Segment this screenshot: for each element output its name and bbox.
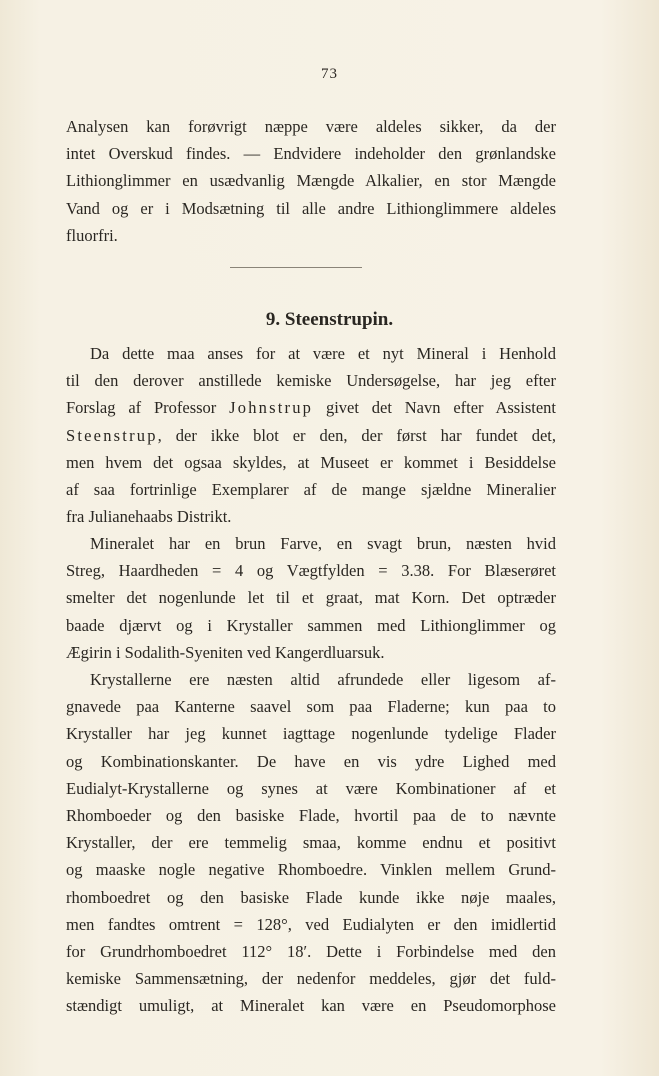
text-line: Vand og er i Modsætning til alle andre Lithionglimmere aldeles [66, 198, 556, 218]
text-line: og maaske nogle negative Rhomboedre. Vinklen mellem Grund- [66, 860, 556, 880]
text-line: Krystaller har jeg kunnet iagttage nogenlunde tydelige Flader [66, 724, 556, 744]
text-line: men hvem det ogsaa skyldes, at Museet er kommet i Besiddelse [66, 452, 556, 472]
text-line: Eudialyt-Krystallerne og synes at være Kombinationer af et [66, 778, 556, 798]
text-line: kemiske Sammensætning, der nedenfor meddeles, gjør det fuld- [66, 969, 556, 989]
text-line: Krystaller, der ere temmelig smaa, komme endnu et positivt [66, 833, 556, 853]
person-name-steenstrup: Steenstrup [66, 425, 158, 445]
paragraph-properties [66, 530, 556, 666]
text-line: baade djærvt og i Krystaller sammen med Lithionglimmer og [66, 615, 556, 635]
paragraph-crystals [66, 666, 556, 1019]
section-divider [230, 267, 362, 268]
text-line: Krystallerne ere næsten altid afrundede eller ligesom af- [90, 670, 556, 689]
text-line: smelter det nogenlunde let til et graat, mat Korn. Det optræder [66, 588, 556, 608]
text-line [66, 422, 556, 449]
text-line: Streg, Haardheden = 4 og Vægtfylden = 3.38. For Blæserøret [66, 561, 556, 581]
text-line: Da dette maa anses for at være et nyt Mineral i Henhold [90, 344, 556, 363]
text-line: intet Overskud findes. — Endvidere indeholder den grønlandske [66, 144, 556, 164]
text-line: stændigt umuligt, at Mineralet kan være en Pseudomorphose [66, 996, 556, 1016]
text-line: fra Julianehaabs Distrikt. [66, 507, 232, 527]
text-line [66, 394, 556, 421]
page-number: 73 [321, 66, 338, 82]
text-segment: givet det Navn efter Assistent [313, 398, 556, 418]
text-line: gnavede paa Kanterne saavel som paa Fladerne; kun paa to [66, 697, 556, 717]
paragraph-naming [66, 340, 556, 530]
text-line: men fandtes omtrent = 128°, ved Eudialyten er den imidlertid [66, 914, 556, 934]
text-line: fluorfri. [66, 225, 118, 245]
text-line: til den derover anstillede kemiske Undersøgelse, har jeg efter [66, 371, 556, 391]
text-line: Ægirin i Sodalith-Syeniten ved Kangerdluarsuk. [66, 642, 385, 662]
text-line: Lithionglimmer en usædvanlig Mængde Alkalier, en stor Mængde [66, 171, 556, 191]
intro-paragraph [66, 113, 556, 249]
section-title: Steenstrupin. [284, 309, 394, 330]
text-line: Rhomboeder og den basiske Flade, hvortil paa de to nævnte [66, 805, 556, 825]
text-segment: Forslag af Professor [66, 398, 230, 418]
text-line: af saa fortrinlige Exemplarer af de mange sjældne Mineralier [66, 479, 556, 499]
text-line: og Kombinationskanter. De have en vis ydre Lighed med [66, 751, 556, 771]
text-line: for Grundrhomboedret 112° 18′. Dette i Forbindelse med den [66, 941, 556, 961]
text-segment: , der ikke blot er den, der først har fundet det, [157, 425, 556, 445]
text-line: Mineralet har en brun Farve, en svagt brun, næsten hvid [90, 534, 556, 553]
section-heading [0, 309, 659, 331]
section-number: 9. [265, 309, 281, 330]
text-line: Analysen kan forøvrigt næppe være aldeles sikker, da der [66, 117, 556, 136]
text-line: rhomboedret og den basiske Flade kunde ikke nøje maales, [66, 887, 556, 907]
person-name-johnstrup: Johnstrup [229, 398, 314, 418]
